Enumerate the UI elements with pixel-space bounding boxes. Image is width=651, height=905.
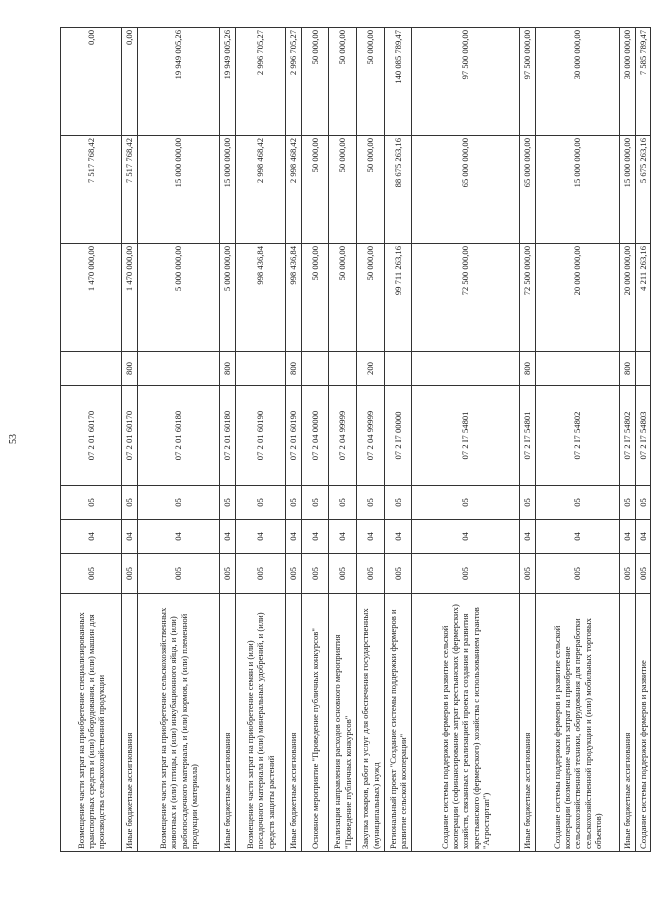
section-code: 04 xyxy=(302,520,329,554)
section-code: 04 xyxy=(122,520,138,554)
amount-year-1: 20 000 000,00 xyxy=(536,244,620,352)
subsection-code: 05 xyxy=(620,486,636,520)
page-number-text: 53 xyxy=(8,434,19,444)
amount-year-2: 15 000 000,00 xyxy=(220,136,236,244)
amount-year-2: 15 000 000,00 xyxy=(138,136,220,244)
row-name: Иные бюджетные ассигнования xyxy=(520,594,536,852)
table-row xyxy=(122,28,138,852)
amount-year-2: 7 517 768,42 xyxy=(61,136,122,244)
expense-type-code: 800 xyxy=(122,352,138,386)
amount-year-3: 19 949 005,26 xyxy=(138,28,220,136)
expense-type-code xyxy=(138,352,220,386)
page-number xyxy=(8,434,28,460)
section-code: 04 xyxy=(329,520,357,554)
amount-year-2: 15 000 000,00 xyxy=(536,136,620,244)
table-row xyxy=(236,28,286,852)
amount-year-2: 15 000 000,00 xyxy=(620,136,636,244)
subsection-code: 05 xyxy=(329,486,357,520)
subsection-code: 05 xyxy=(536,486,620,520)
amount-year-3: 2 996 705,27 xyxy=(236,28,286,136)
amount-year-1: 50 000,00 xyxy=(302,244,329,352)
expense-type-code xyxy=(385,352,412,386)
grbs-code: 005 xyxy=(302,554,329,594)
amount-year-3: 140 085 789,47 xyxy=(385,28,412,136)
table-row xyxy=(286,28,302,852)
subsection-code: 05 xyxy=(412,486,520,520)
target-article-code: 07 2 I7 54803 xyxy=(636,386,651,486)
subsection-code: 05 xyxy=(122,486,138,520)
table-row xyxy=(385,28,412,852)
amount-year-1: 72 500 000,00 xyxy=(412,244,520,352)
target-article-code: 07 2 I7 54801 xyxy=(520,386,536,486)
subsection-code: 05 xyxy=(357,486,385,520)
amount-year-3: 97 500 000,00 xyxy=(412,28,520,136)
target-article-code: 07 2 01 60190 xyxy=(236,386,286,486)
grbs-code: 005 xyxy=(329,554,357,594)
section-code: 04 xyxy=(412,520,520,554)
subsection-code: 05 xyxy=(636,486,651,520)
target-article-code: 07 2 I7 00000 xyxy=(385,386,412,486)
subsection-code: 05 xyxy=(138,486,220,520)
row-name: Реализация направления расходов основного мероприятия "Проведение публичных конкурсов" xyxy=(329,594,357,852)
expense-type-code: 200 xyxy=(357,352,385,386)
table-body xyxy=(61,28,651,852)
target-article-code: 07 2 I7 54801 xyxy=(412,386,520,486)
expense-type-code: 800 xyxy=(620,352,636,386)
section-code: 04 xyxy=(520,520,536,554)
row-name: Региональный проект "Создание системы поддержки фермеров и развитие сельской кооперации" xyxy=(385,594,412,852)
amount-year-3: 0,00 xyxy=(61,28,122,136)
section-code: 04 xyxy=(357,520,385,554)
table-row xyxy=(329,28,357,852)
grbs-code: 005 xyxy=(385,554,412,594)
amount-year-3: 50 000,00 xyxy=(357,28,385,136)
grbs-code: 005 xyxy=(122,554,138,594)
expense-type-code: 800 xyxy=(286,352,302,386)
expense-type-code xyxy=(236,352,286,386)
amount-year-2: 7 517 768,42 xyxy=(122,136,138,244)
grbs-code: 005 xyxy=(61,554,122,594)
grbs-code: 005 xyxy=(636,554,651,594)
table-row xyxy=(138,28,220,852)
expense-type-code xyxy=(536,352,620,386)
amount-year-3: 50 000,00 xyxy=(329,28,357,136)
amount-year-1: 99 711 263,16 xyxy=(385,244,412,352)
row-name: Иные бюджетные ассигнования xyxy=(620,594,636,852)
amount-year-2: 2 998 468,42 xyxy=(286,136,302,244)
grbs-code: 005 xyxy=(357,554,385,594)
section-code: 04 xyxy=(620,520,636,554)
amount-year-1: 72 500 000,00 xyxy=(520,244,536,352)
grbs-code: 005 xyxy=(286,554,302,594)
row-name: Создание системы поддержки фермеров и развитие сельской кооперации (возмещение части затрат на приобретение сельскохозяйственной техники, оборудования для переработки сельскохозяйственной продукции и (или) мобильных торговых объектов) xyxy=(536,594,620,852)
grbs-code: 005 xyxy=(520,554,536,594)
amount-year-3: 2 996 705,27 xyxy=(286,28,302,136)
amount-year-1: 5 000 000,00 xyxy=(220,244,236,352)
amount-year-2: 50 000,00 xyxy=(357,136,385,244)
grbs-code: 005 xyxy=(220,554,236,594)
section-code: 04 xyxy=(61,520,122,554)
amount-year-1: 20 000 000,00 xyxy=(620,244,636,352)
budget-table xyxy=(60,27,651,852)
target-article-code: 07 2 04 00000 xyxy=(302,386,329,486)
table-row xyxy=(636,28,651,852)
target-article-code: 07 2 04 99999 xyxy=(329,386,357,486)
section-code: 04 xyxy=(220,520,236,554)
row-name: Возмещение части затрат на приобретение специализированных транспортных средств и (или) оборудования, и (или) машин для производства сельскохозяйственной продукции xyxy=(61,594,122,852)
amount-year-2: 65 000 000,00 xyxy=(520,136,536,244)
table-row xyxy=(536,28,620,852)
subsection-code: 05 xyxy=(520,486,536,520)
expense-type-code xyxy=(329,352,357,386)
target-article-code: 07 2 01 60180 xyxy=(220,386,236,486)
amount-year-3: 19 949 005,26 xyxy=(220,28,236,136)
amount-year-1: 4 211 263,16 xyxy=(636,244,651,352)
table-row xyxy=(220,28,236,852)
subsection-code: 05 xyxy=(385,486,412,520)
table-row xyxy=(412,28,520,852)
subsection-code: 05 xyxy=(61,486,122,520)
grbs-code: 005 xyxy=(620,554,636,594)
amount-year-1: 50 000,00 xyxy=(329,244,357,352)
amount-year-3: 0,00 xyxy=(122,28,138,136)
section-code: 04 xyxy=(286,520,302,554)
amount-year-2: 65 000 000,00 xyxy=(412,136,520,244)
amount-year-3: 7 585 789,47 xyxy=(636,28,651,136)
amount-year-3: 30 000 000,00 xyxy=(536,28,620,136)
expense-type-code: 800 xyxy=(520,352,536,386)
expense-type-code xyxy=(302,352,329,386)
expense-type-code xyxy=(636,352,651,386)
expense-type-code: 800 xyxy=(220,352,236,386)
amount-year-1: 998 436,84 xyxy=(236,244,286,352)
row-name: Основное мероприятие "Проведение публичных конкурсов" xyxy=(302,594,329,852)
amount-year-3: 30 000 000,00 xyxy=(620,28,636,136)
amount-year-2: 50 000,00 xyxy=(302,136,329,244)
target-article-code: 07 2 I7 54802 xyxy=(620,386,636,486)
section-code: 04 xyxy=(236,520,286,554)
amount-year-2: 5 675 263,16 xyxy=(636,136,651,244)
table-row xyxy=(520,28,536,852)
grbs-code: 005 xyxy=(236,554,286,594)
table-row xyxy=(620,28,636,852)
target-article-code: 07 2 01 60170 xyxy=(122,386,138,486)
grbs-code: 005 xyxy=(412,554,520,594)
row-name: Иные бюджетные ассигнования xyxy=(220,594,236,852)
section-code: 04 xyxy=(385,520,412,554)
amount-year-1: 1 470 000,00 xyxy=(122,244,138,352)
row-name: Возмещение части затрат на приобретение семян и (или) посадочного материала и (или) минеральных удобрений, и (или) средств защиты растений xyxy=(236,594,286,852)
amount-year-3: 97 500 000,00 xyxy=(520,28,536,136)
table-row xyxy=(302,28,329,852)
amount-year-1: 50 000,00 xyxy=(357,244,385,352)
target-article-code: 07 2 I7 54802 xyxy=(536,386,620,486)
expense-type-code xyxy=(61,352,122,386)
row-name: Создание системы поддержки фермеров и развитие сельской кооперации (софинансирование затрат крестьянских (фермерских) хозяйств, связанных с реализацией проекта создания и развития крестьянского (фермерского) хозяйства с использованием грантов "Агростартап") xyxy=(412,594,520,852)
grbs-code: 005 xyxy=(536,554,620,594)
row-name: Возмещение части затрат на приобретение сельскохозяйственных животных и (или) птицы, и (или) инкубационного яйца, и (или) рыбопосадочного материала, и (или) кормов, и (или) племенной продукции (материала) xyxy=(138,594,220,852)
subsection-code: 05 xyxy=(236,486,286,520)
row-name: Иные бюджетные ассигнования xyxy=(122,594,138,852)
amount-year-1: 5 000 000,00 xyxy=(138,244,220,352)
target-article-code: 07 2 01 60180 xyxy=(138,386,220,486)
section-code: 04 xyxy=(636,520,651,554)
amount-year-2: 2 998 468,42 xyxy=(236,136,286,244)
subsection-code: 05 xyxy=(302,486,329,520)
target-article-code: 07 2 01 60170 xyxy=(61,386,122,486)
amount-year-2: 50 000,00 xyxy=(329,136,357,244)
amount-year-1: 998 436,84 xyxy=(286,244,302,352)
row-name: Иные бюджетные ассигнования xyxy=(286,594,302,852)
amount-year-2: 88 675 263,16 xyxy=(385,136,412,244)
table-row xyxy=(61,28,122,852)
section-code: 04 xyxy=(138,520,220,554)
amount-year-3: 50 000,00 xyxy=(302,28,329,136)
target-article-code: 07 2 01 60190 xyxy=(286,386,302,486)
rotated-table-wrapper xyxy=(60,28,648,852)
table-row xyxy=(357,28,385,852)
amount-year-1: 1 470 000,00 xyxy=(61,244,122,352)
row-name: Создание системы поддержки фермеров и развитие xyxy=(636,594,651,852)
row-name: Закупка товаров, работ и услуг для обеспечения государственных (муниципальных) нужд xyxy=(357,594,385,852)
target-article-code: 07 2 04 99999 xyxy=(357,386,385,486)
section-code: 04 xyxy=(536,520,620,554)
grbs-code: 005 xyxy=(138,554,220,594)
expense-type-code xyxy=(412,352,520,386)
subsection-code: 05 xyxy=(286,486,302,520)
subsection-code: 05 xyxy=(220,486,236,520)
